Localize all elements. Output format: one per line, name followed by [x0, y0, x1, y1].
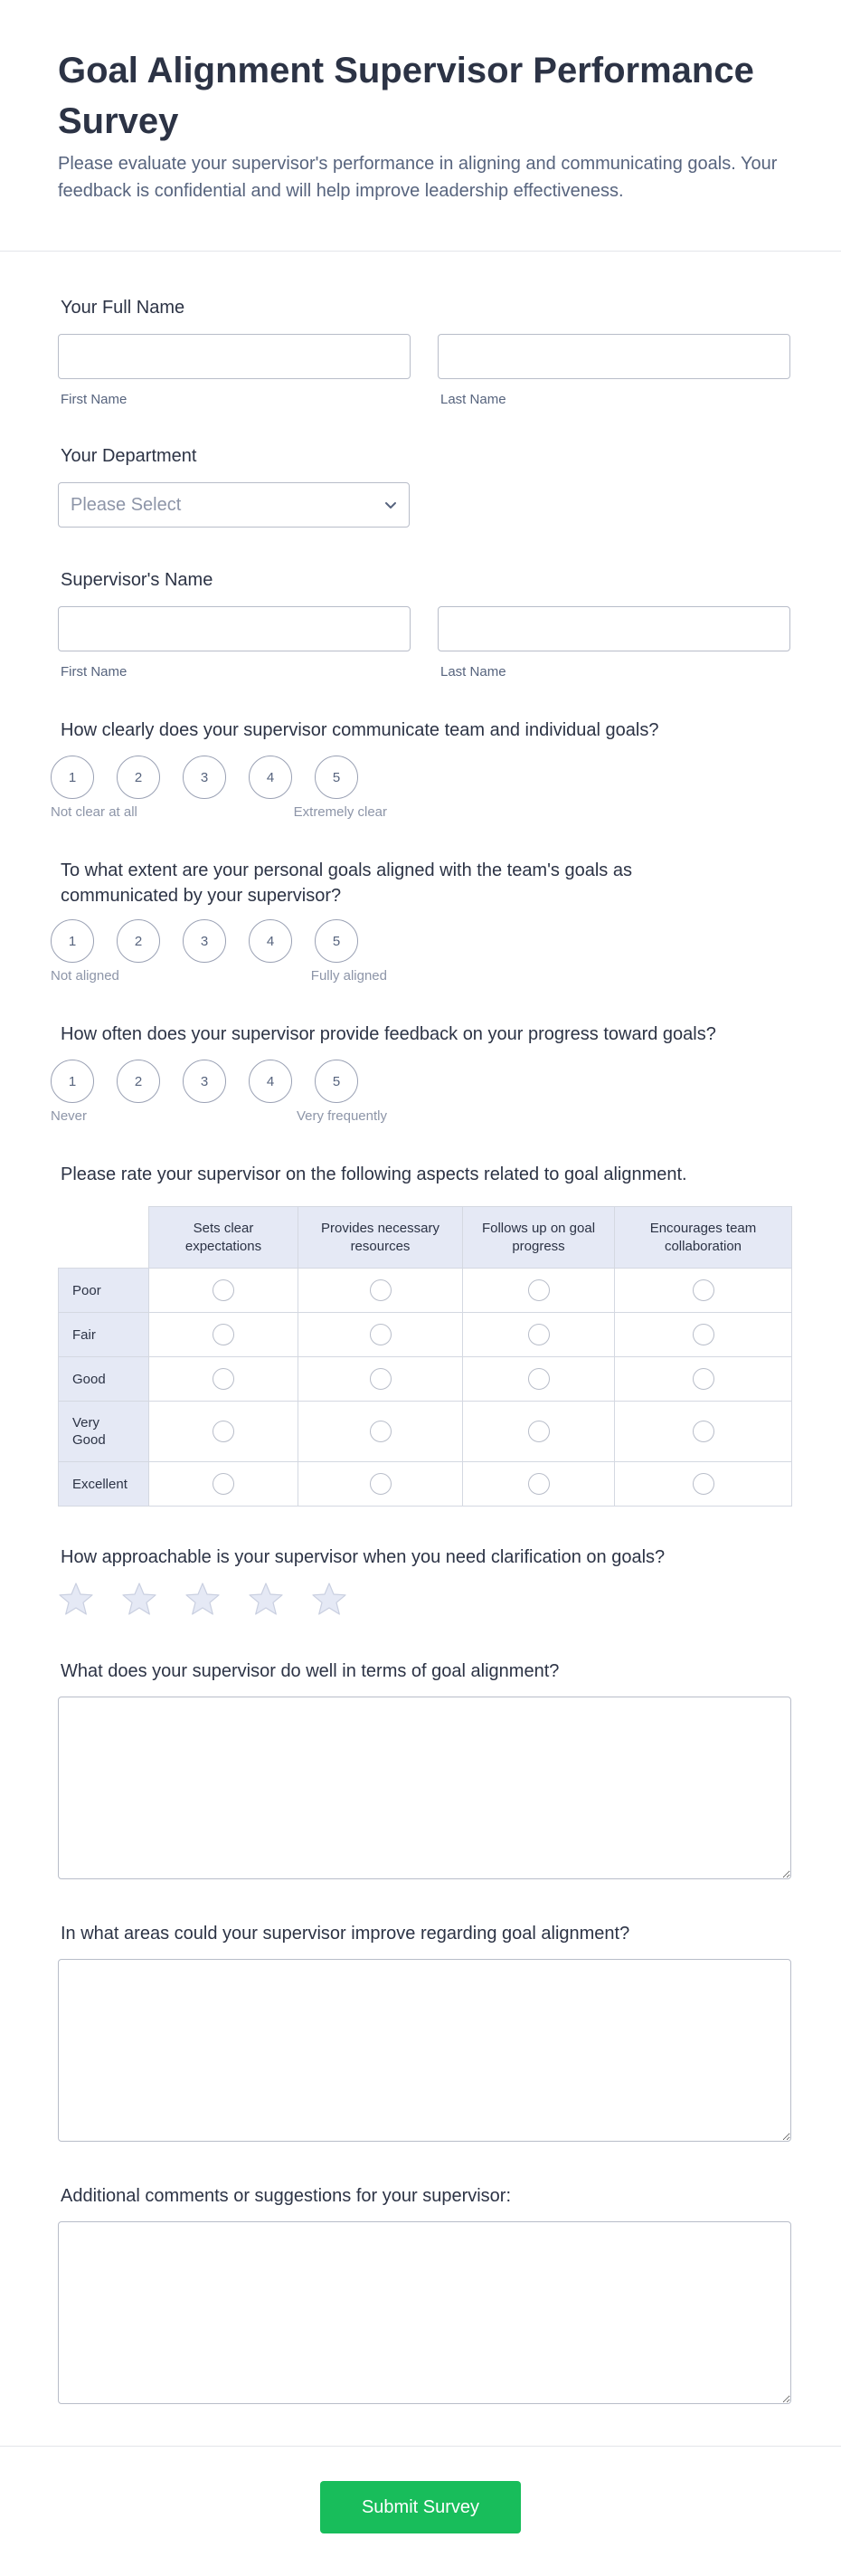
form-footer: [0, 2446, 841, 2576]
aligned-scale-5[interactable]: 5: [315, 919, 358, 963]
matrix-radio[interactable]: [370, 1279, 392, 1301]
supervisor-last-name-input[interactable]: [438, 606, 790, 651]
star-icon[interactable]: [248, 1581, 284, 1617]
aligned-high-label: Fully aligned: [310, 968, 387, 984]
does-well-textarea[interactable]: [58, 1697, 791, 1879]
matrix-radio[interactable]: [213, 1324, 234, 1345]
matrix-radio[interactable]: [370, 1324, 392, 1345]
last-name-input[interactable]: [438, 334, 790, 379]
matrix-radio[interactable]: [213, 1279, 234, 1301]
feedback-scale-5[interactable]: 5: [315, 1060, 358, 1103]
supervisor-name-field: [58, 567, 783, 680]
communicate-scale-3[interactable]: 3: [183, 756, 226, 799]
aligned-low-label: Not aligned: [51, 968, 119, 984]
comments-field: [58, 2183, 783, 2404]
aligned-scale-1[interactable]: 1: [51, 919, 94, 963]
matrix-row-label: Very Good: [59, 1402, 149, 1462]
matrix-radio[interactable]: [370, 1473, 392, 1495]
full-name-field: [58, 252, 783, 407]
matrix-radio[interactable]: [528, 1473, 550, 1495]
submit-button[interactable]: Submit Survey: [320, 2481, 521, 2533]
aligned-goals-field: [51, 858, 783, 984]
comments-textarea[interactable]: [58, 2221, 791, 2404]
supervisor-first-name-sublabel: First Name: [61, 664, 128, 680]
department-select[interactable]: [58, 482, 410, 528]
first-name-sublabel: First Name: [61, 392, 128, 407]
matrix-radio[interactable]: [693, 1421, 714, 1442]
feedback-low-label: Never: [51, 1108, 88, 1124]
department-placeholder: Please Select: [71, 494, 182, 515]
matrix-column-header: Encourages team collaboration: [615, 1207, 792, 1269]
supervisor-name-label: Supervisor's Name: [61, 570, 213, 590]
communicate-goals-label: How clearly does your supervisor communicate team and individual goals?: [61, 720, 659, 740]
feedback-scale-3[interactable]: 3: [183, 1060, 226, 1103]
matrix-radio[interactable]: [370, 1368, 392, 1390]
department-label: Your Department: [61, 446, 197, 466]
survey-form: [0, 252, 841, 2404]
improve-label: In what areas could your supervisor improve regarding goal alignment?: [61, 1924, 630, 1944]
matrix-radio[interactable]: [528, 1368, 550, 1390]
first-name-input[interactable]: [58, 334, 411, 379]
matrix-row-good: [59, 1357, 792, 1402]
feedback-scale-1[interactable]: 1: [51, 1060, 94, 1103]
communicate-high-label: Extremely clear: [293, 804, 387, 820]
star-icon[interactable]: [184, 1581, 221, 1617]
communicate-low-label: Not clear at all: [51, 804, 137, 820]
star-icon[interactable]: [121, 1581, 157, 1617]
improve-field: [58, 1921, 783, 2142]
matrix-column-header: Sets clear expectations: [149, 1207, 298, 1269]
does-well-label: What does your supervisor do well in terms of goal alignment?: [61, 1661, 560, 1681]
matrix-row-poor: [59, 1269, 792, 1313]
matrix-row-label: Excellent: [59, 1462, 149, 1507]
matrix-radio[interactable]: [213, 1473, 234, 1495]
feedback-frequency-field: [51, 1022, 783, 1124]
full-name-label: Your Full Name: [61, 298, 185, 318]
feedback-scale-2[interactable]: 2: [117, 1060, 160, 1103]
matrix-corner: [59, 1207, 149, 1269]
matrix-radio[interactable]: [528, 1421, 550, 1442]
communicate-scale-1[interactable]: 1: [51, 756, 94, 799]
matrix-row-excellent: [59, 1462, 792, 1507]
aligned-goals-label: To what extent are your personal goals aligned with the team's goals as communicated by your supervisor?: [61, 860, 632, 906]
communicate-scale-4[interactable]: 4: [249, 756, 292, 799]
rating-matrix-label: Please rate your supervisor on the following aspects related to goal alignment.: [61, 1164, 687, 1184]
rating-matrix-field: [58, 1162, 783, 1507]
form-header: [0, 0, 841, 252]
matrix-row-label: Poor: [59, 1269, 149, 1313]
matrix-radio[interactable]: [693, 1473, 714, 1495]
matrix-radio[interactable]: [693, 1324, 714, 1345]
chevron-down-icon: [383, 498, 398, 512]
star-icon[interactable]: [58, 1581, 94, 1617]
aligned-scale-3[interactable]: 3: [183, 919, 226, 963]
matrix-column-header: Provides necessary resources: [298, 1207, 463, 1269]
does-well-field: [58, 1659, 783, 1879]
matrix-radio[interactable]: [528, 1324, 550, 1345]
last-name-sublabel: Last Name: [440, 392, 506, 407]
feedback-high-label: Very frequently: [296, 1108, 387, 1124]
star-icon[interactable]: [311, 1581, 347, 1617]
comments-label: Additional comments or suggestions for your supervisor:: [61, 2186, 512, 2206]
matrix-row-very-good: [59, 1402, 792, 1462]
aligned-scale-4[interactable]: 4: [249, 919, 292, 963]
matrix-radio[interactable]: [693, 1279, 714, 1301]
matrix-radio[interactable]: [213, 1368, 234, 1390]
aligned-scale-2[interactable]: 2: [117, 919, 160, 963]
communicate-scale-5[interactable]: 5: [315, 756, 358, 799]
rating-matrix: [58, 1206, 792, 1507]
feedback-frequency-label: How often does your supervisor provide feedback on your progress toward goals?: [61, 1024, 716, 1044]
page-subtitle: Please evaluate your supervisor's performance in aligning and communicating goals. Your feedback is confidential and will help improve leadership effectiveness.: [58, 154, 778, 201]
supervisor-first-name-input[interactable]: [58, 606, 411, 651]
approachable-field: [58, 1545, 783, 1617]
star-rating: [58, 1581, 783, 1617]
matrix-row-label: Good: [59, 1357, 149, 1402]
communicate-scale-2[interactable]: 2: [117, 756, 160, 799]
improve-textarea[interactable]: [58, 1959, 791, 2142]
matrix-radio[interactable]: [370, 1421, 392, 1442]
matrix-radio[interactable]: [693, 1368, 714, 1390]
communicate-goals-field: [51, 718, 783, 820]
matrix-column-header: Follows up on goal progress: [463, 1207, 615, 1269]
supervisor-last-name-sublabel: Last Name: [440, 664, 506, 680]
matrix-radio[interactable]: [528, 1279, 550, 1301]
matrix-row-label: Fair: [59, 1313, 149, 1357]
department-field: [58, 443, 783, 528]
matrix-row-fair: [59, 1313, 792, 1357]
matrix-header-row: [59, 1207, 792, 1269]
page-title: Goal Alignment Supervisor Performance Survey: [58, 51, 754, 141]
matrix-radio[interactable]: [213, 1421, 234, 1442]
approachable-label: How approachable is your supervisor when you need clarification on goals?: [61, 1547, 666, 1567]
feedback-scale-4[interactable]: 4: [249, 1060, 292, 1103]
